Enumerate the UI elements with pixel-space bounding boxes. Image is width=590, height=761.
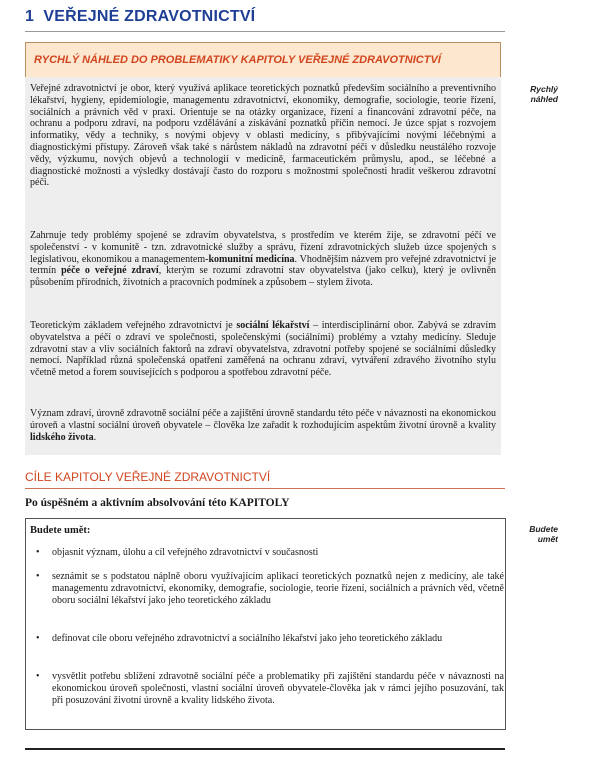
goals-intro: Po úspěšném a aktivním absolvování této KAPITOLY (25, 497, 290, 509)
title-divider (25, 31, 505, 32)
quick-preview-title: RYCHLÝ NÁHLED DO PROBLEMATIKY KAPITOLY VEŘEJNÉ ZDRAVOTNICTVÍ (34, 54, 441, 66)
chapter-name: VEŘEJNÉ ZDRAVOTNICTVÍ (43, 8, 256, 25)
goals-box (25, 518, 506, 730)
paragraph-1: Veřejné zdravotnictví je obor, který využívá aplikace teoretických poznatků především sociálního a preventivního lékařství, hygieny, epidemiologie, managementu zdravotnictví, ekonomiky, demografie, sociologie, teorie řízení, sociálních a právních věd v praxi. Orientuje se na otázky organizace, řízení a financování zdravotní péče, na ochranu a podporu zdraví, na podporu vzdělávání a získávání poznatků příčin nemocí. Je úzce spjat s rozvojem informatiky, vědy a techniky, s novými objevy v oblasti medicíny, s přibývajícími novými léčebnými a diagnostickými přístupy. Zároveň však také s nárůstem nákladů na zdravotní péči v důsledku neustálého rozvoje vědy, výzkumu, nových objevů a technologií v medicíně, farmaceutickém průmyslu, apod., se léčebné a diagnostické možnosti a výsledky dostávají často do rozporu s možnostmi společnosti hradit veškerou zdravotní péči. (30, 83, 496, 189)
bottom-divider (25, 748, 505, 750)
goals-divider (25, 488, 505, 489)
paragraph-4: Význam zdraví, úrovně zdravotně sociální péče a zajištění úrovně standardu této péče v návaznosti na ekonomickou úroveň a vlastní sociální úroveň obyvatele – člověka lze zařadit k rozhodujícím aspektům životní úrovně a kvality lidského života. (30, 408, 496, 443)
goal-text: seznámit se s podstatou náplně oboru využívajícím aplikací teoretických poznatků nejen z medicíny, ale také managementu zdravotnictví, ekonomiky, demografie, sociologie, teorie řízení, sociálních a právních věd, včetně oboru sociální lékařství jako jeho teoretického základu (52, 571, 504, 606)
quick-preview-box (25, 42, 501, 80)
chapter-title (25, 8, 255, 26)
paragraph-2: Zahrnuje tedy problémy spojené se zdravím obyvatelstva, s prostředím ve kterém žije, se zdravotní péčí ve společenství - v komunitě - tzn. zdravotnické služby a správu, řízení zdravotnických služeb úzce spojených s legislativou, ekonomikou a managementem-komunitní medicína. Vhodnějším názvem pro veřejné zdravotnictví je termín péče o veřejné zdraví, kterým se rozumí zdravotní stav obyvatelstva (jako celku), který je ovlivněn působením přírodních, životních a pracovních podmínek a způsobem – stylem života. (30, 230, 497, 289)
bullet-icon: • (36, 633, 40, 644)
goals-heading: CÍLE KAPITOLY VEŘEJNÉ ZDRAVOTNICTVÍ (25, 470, 271, 484)
goal-text: definovat cíle oboru veřejného zdravotnictví a sociálního lékařství jako jeho teoretického základu (52, 633, 443, 644)
sidebar-note-will-learn: Budete umět (529, 524, 558, 544)
bullet-icon: • (36, 571, 40, 582)
sidebar-note-quick-preview: Rychlý náhled (530, 84, 558, 104)
paragraph-3: Teoretickým základem veřejného zdravotnictví je sociální lékařství – interdisciplinární obor. Zabývá se zdravím obyvatelstva a péčí o zdraví ve společnosti, společenskými (sociálními) problémy a vztahy medicíny. Sleduje zdravotní stav a vliv sociálních faktorů na zdraví obyvatelstva, zdravotní potřeby spojené se sociálními důsledky nemocí. Například různá společenská opatření zaměřená na ochranu zdraví, vytváření zdravého životního stylu včetně metod a forem souvisejících s podporou a spotřebou zdravotní péče. (30, 320, 496, 379)
bullet-icon: • (36, 547, 40, 558)
chapter-number: 1 (25, 8, 35, 25)
goal-text: vysvětlit potřebu sblížení zdravotně sociální péče a problematiky při zajištění standardu péče v návaznosti na ekonomickou úroveň společnosti, vlastní sociální úroveň obyvatele-člověka jak v rámci jejího posuzování, tak při posuzování životní úrovně a kvality lidského života. (52, 671, 504, 706)
goals-box-heading: Budete umět: (30, 525, 91, 536)
bullet-icon: • (36, 671, 40, 682)
goal-text: objasnit význam, úlohu a cíl veřejného zdravotnictví v současnosti (52, 547, 319, 558)
preview-content (25, 77, 501, 455)
